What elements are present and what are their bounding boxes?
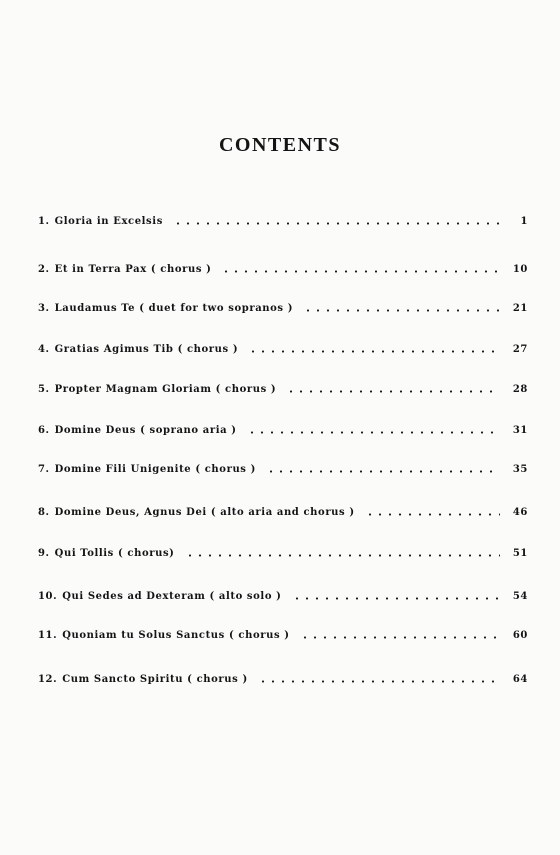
dot-leader [300, 636, 500, 639]
entry-number: 9. [38, 548, 50, 559]
entry-number: 10. [38, 591, 58, 602]
entry-title: Laudamus Te ( duet for two sopranos ) [54, 303, 294, 314]
toc-entry[interactable] [38, 541, 528, 559]
entry-number: 4. [38, 344, 50, 355]
dot-leader [266, 470, 500, 473]
toc-entry[interactable] [38, 296, 528, 314]
toc-entry[interactable] [38, 457, 528, 475]
page-title: CONTENTS [218, 134, 342, 156]
entry-page-number: 27 [512, 344, 528, 355]
entry-title: Qui Sedes ad Dexteram ( alto solo ) [62, 591, 282, 602]
entry-title: Propter Magnam Gloriam ( chorus ) [54, 384, 277, 395]
entry-page-number: 64 [512, 674, 528, 685]
entry-title: Cum Sancto Spiritu ( chorus ) [62, 674, 248, 685]
entry-page-number: 21 [512, 303, 528, 314]
entry-number: 5. [38, 384, 50, 395]
dot-leader [221, 270, 500, 273]
entry-page-number: 54 [512, 591, 528, 602]
table-of-contents [38, 0, 528, 855]
dot-leader [365, 513, 500, 516]
entry-number: 12. [38, 674, 58, 685]
entry-number: 3. [38, 303, 50, 314]
entry-page-number: 1 [520, 216, 528, 227]
entry-title: Quoniam tu Solus Sanctus ( chorus ) [62, 630, 290, 641]
toc-entry[interactable] [38, 667, 528, 685]
toc-entry[interactable] [38, 584, 528, 602]
entry-number: 7. [38, 464, 50, 475]
toc-entry[interactable] [38, 209, 528, 227]
entry-title: Domine Deus ( soprano aria ) [54, 425, 237, 436]
toc-entry[interactable] [38, 623, 528, 641]
entry-page-number: 28 [512, 384, 528, 395]
toc-entry[interactable] [38, 500, 528, 518]
entry-page-number: 35 [512, 464, 528, 475]
entry-title: Qui Tollis ( chorus) [54, 548, 175, 559]
dot-leader [248, 350, 500, 353]
entry-page-number: 10 [512, 264, 528, 275]
entry-title: Et in Terra Pax ( chorus ) [54, 264, 212, 275]
dot-leader [303, 309, 500, 312]
entry-page-number: 31 [512, 425, 528, 436]
entry-title: Domine Fili Unigenite ( chorus ) [54, 464, 256, 475]
entry-number: 1. [38, 216, 50, 227]
entry-title: Gratias Agimus Tib ( chorus ) [54, 344, 239, 355]
toc-entry[interactable] [38, 377, 528, 395]
dot-leader [292, 597, 501, 600]
entry-title: Gloria in Excelsis [54, 216, 163, 227]
entry-page-number: 51 [512, 548, 528, 559]
dot-leader [247, 431, 500, 434]
entry-number: 6. [38, 425, 50, 436]
entry-number: 2. [38, 264, 50, 275]
entry-number: 8. [38, 507, 50, 518]
toc-entry[interactable] [38, 337, 528, 355]
dot-leader [258, 680, 500, 683]
entry-page-number: 60 [512, 630, 528, 641]
toc-entry[interactable] [38, 418, 528, 436]
entry-number: 11. [38, 630, 58, 641]
dot-leader [286, 390, 500, 393]
toc-entry[interactable] [38, 257, 528, 275]
dot-leader [173, 222, 500, 225]
dot-leader [185, 554, 500, 557]
entry-page-number: 46 [512, 507, 528, 518]
entry-title: Domine Deus, Agnus Dei ( alto aria and chorus ) [54, 507, 355, 518]
